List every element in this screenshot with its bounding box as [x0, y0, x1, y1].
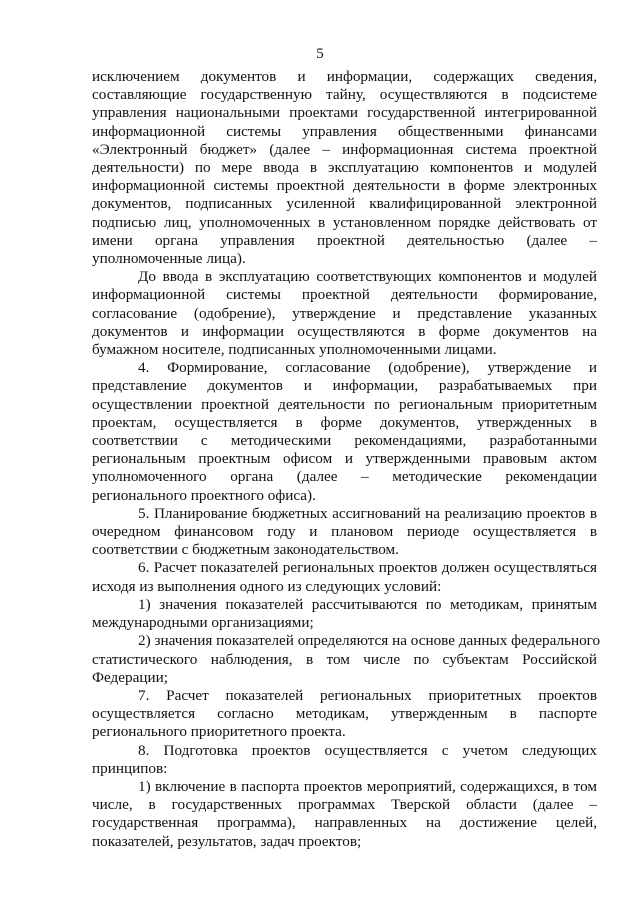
text-line: международными организациями; [92, 614, 314, 632]
paragraph [92, 742, 597, 778]
text-line: 5. Планирование бюджетных ассигнований на реализацию проектов в [138, 504, 597, 522]
paragraph [92, 687, 597, 742]
text-line: соответствии с методическими рекомендациями, разработанными [92, 432, 597, 450]
text-line: регионального приоритетного проекта. [92, 723, 346, 741]
text-line: числе, в государственных программах Тверской области (далее – [92, 796, 597, 814]
text-line: показателей, результатов, задач проектов; [92, 832, 362, 850]
paragraph [92, 778, 597, 851]
text-line: согласование (одобрение), утверждение и представление указанных [92, 304, 597, 322]
text-line: информационной системы проектной деятельности в форме электронных [92, 177, 597, 195]
text-line: осуществляется согласно методикам, утвержденным в паспорте [92, 705, 597, 723]
paragraph [92, 68, 597, 268]
document-body [92, 68, 601, 851]
text-line: государственная программа), направленных на достижение целей, [92, 814, 597, 832]
text-line: очередном финансовом году и плановом периоде осуществляется в [92, 523, 597, 541]
paragraph [92, 632, 601, 687]
text-line: 2) значения показателей определяются на основе данных федерального [138, 632, 601, 650]
page-number: 5 [316, 46, 324, 62]
paragraph [92, 596, 597, 632]
text-line: «Электронный бюджет» (далее – информационная система проектной [92, 140, 597, 158]
text-line: бумажном носителе, подписанных уполномоченными лицами. [92, 341, 497, 359]
text-line: подписью лиц, уполномоченных в установленном порядке действовать от [92, 213, 597, 231]
text-line: исходя из выполнения одного из следующих условий: [92, 577, 442, 595]
text-line: исключением документов и информации, содержащих сведения, [92, 68, 597, 85]
text-line: осуществлении проектной деятельности по региональным приоритетным [92, 395, 597, 413]
text-line: деятельности) по мере ввода в эксплуатацию компонентов и модулей [92, 159, 597, 177]
paragraph [92, 505, 597, 560]
text-line: управления национальными проектами государственной интегрированной [92, 104, 597, 122]
text-line: представление документов и информации, разрабатываемых при [92, 377, 597, 395]
text-line: Федерации; [92, 668, 168, 686]
text-line: статистического наблюдения, в том числе по субъектам Российской [92, 650, 597, 668]
paragraph [92, 268, 597, 359]
text-line: 4. Формирование, согласование (одобрение), утверждение и [138, 359, 597, 377]
text-line: До ввода в эксплуатацию соответствующих компонентов и модулей [138, 268, 597, 286]
text-line: 8. Подготовка проектов осуществляется с учетом следующих [138, 741, 597, 759]
text-line: соответствии с бюджетным законодательством. [92, 541, 399, 559]
paragraph [92, 359, 597, 505]
text-line: 6. Расчет показателей региональных проектов должен осуществляться [138, 559, 597, 577]
paragraph [92, 559, 597, 595]
text-line: 1) включение в паспорта проектов мероприятий, содержащихся, в том [138, 777, 597, 795]
text-line: документов и информации осуществляются в форме документов на [92, 322, 597, 340]
text-line: информационной системы проектной деятельности формирование, [92, 286, 597, 304]
text-line: 7. Расчет показателей региональных приоритетных проектов [138, 686, 597, 704]
text-line: документов, подписанных усиленной квалифицированной электронной [92, 195, 597, 213]
text-line: информационной системы управления общественными финансами [92, 122, 597, 140]
text-line: уполномоченные лица). [92, 250, 246, 268]
text-line: принципов: [92, 759, 168, 777]
text-line: уполномоченного органа (далее – методические рекомендации [92, 468, 597, 486]
text-line: региональным проектным офисом и утвержденными правовым актом [92, 450, 597, 468]
text-line: регионального проектного офиса). [92, 486, 316, 504]
text-line: имени органа управления проектной деятельностью (далее – [92, 231, 597, 249]
text-line: составляющие государственную тайну, осуществляются в подсистеме [92, 86, 597, 104]
text-line: проектам, осуществляется в форме документов, утвержденных в [92, 413, 597, 431]
text-line: 1) значения показателей рассчитываются по методикам, принятым [138, 595, 597, 613]
